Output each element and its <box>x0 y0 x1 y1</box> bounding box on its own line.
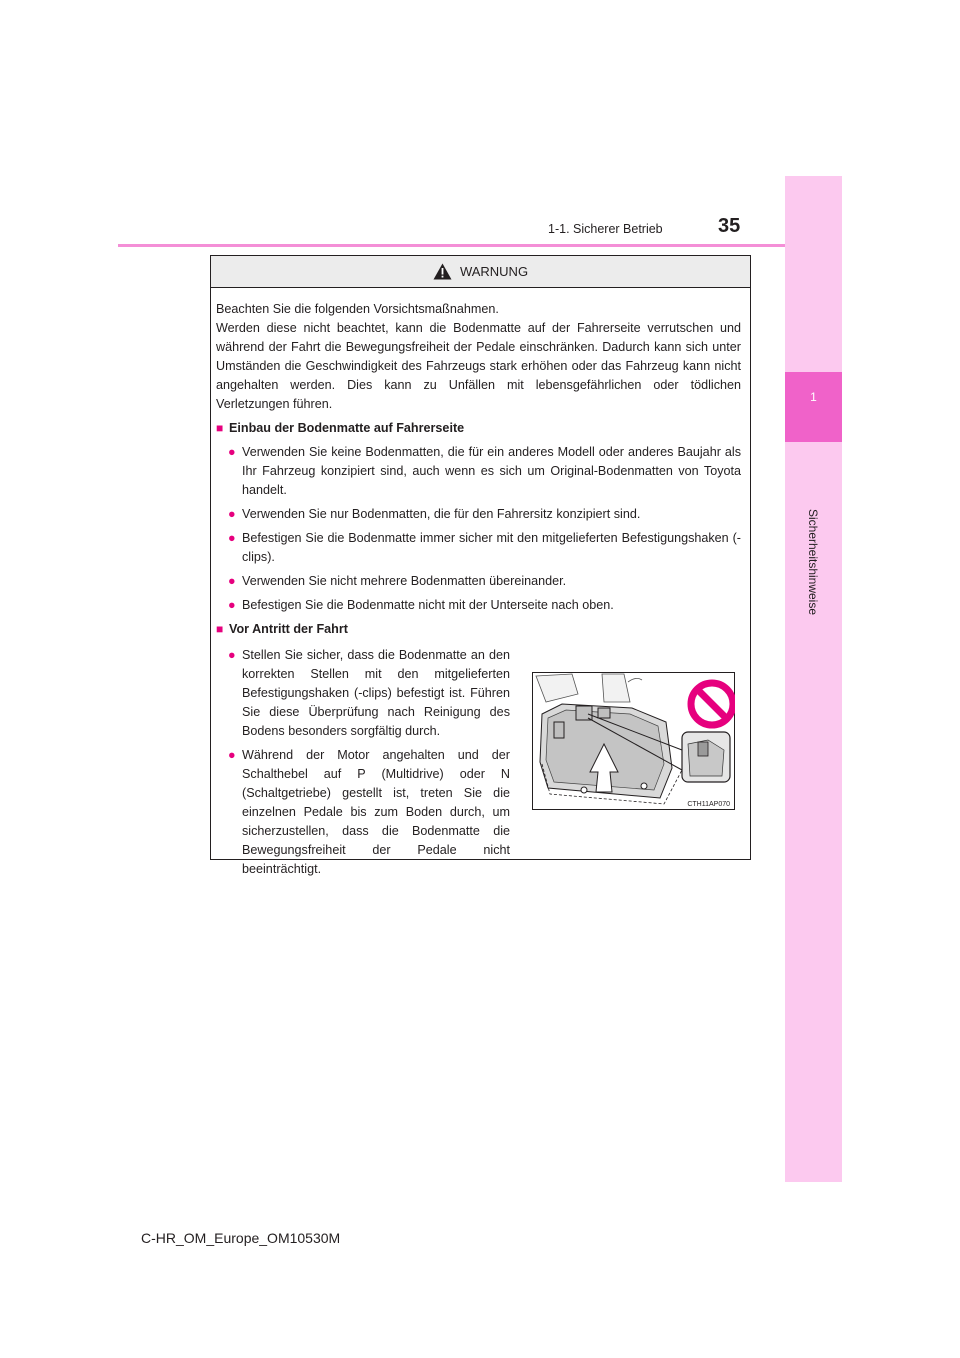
list-item-text: Verwenden Sie nicht mehrere Bodenmatten übereinander. <box>242 574 567 588</box>
page-number: 35 <box>718 215 741 237</box>
figure-code: CTH11AP070 <box>687 801 730 808</box>
list-item <box>216 443 741 500</box>
circle-bullet-icon: ● <box>228 507 236 521</box>
square-bullet-icon: ■ <box>216 622 224 636</box>
section-title: 1-1. Sicherer Betrieb <box>548 222 663 236</box>
chapter-number: 1 <box>810 390 817 404</box>
side-tab-chapter-marker <box>785 372 842 442</box>
square-bullet-icon: ■ <box>216 421 224 435</box>
section-heading <box>216 419 741 438</box>
list-item <box>216 596 741 615</box>
list-item <box>216 572 741 591</box>
circle-bullet-icon: ● <box>228 445 236 459</box>
list-item-text: Befestigen Sie die Bodenmatte nicht mit der Unterseite nach oben. <box>242 598 614 612</box>
footer-doc-id: C-HR_OM_Europe_OM10530M <box>141 1230 341 1246</box>
list-item <box>216 746 510 879</box>
circle-bullet-icon: ● <box>228 648 236 662</box>
warning-intro: Beachten Sie die folgenden Vorsichtsmaßnahmen. Werden diese nicht beachtet, kann die Bodenmatte auf der Fahrerseite verrutschen und während der Fahrt die Bewegungsfreiheit der Pedale einschränken. Dadurch kann sich unter Umständen die Geschwindigkeit des Fahrzeugs stark erhöhen oder das Fahrzeug kann nicht angehalten werden. Dies kann zu Unfällen mit lebensgefährlichen oder tödlichen Verletzungen führen. <box>216 302 741 411</box>
warning-title: WARNUNG <box>459 264 529 279</box>
section-two-list <box>216 641 510 879</box>
list-item-text: Befestigen Sie die Bodenmatte immer sicher mit den mitgelieferten Befestigungshaken (-clips). <box>242 531 741 564</box>
list-item-text: Verwenden Sie nur Bodenmatten, die für den Fahrersitz konzipiert sind. <box>242 507 641 521</box>
warning-header <box>211 256 750 288</box>
circle-bullet-icon: ● <box>228 598 236 612</box>
section-heading-text: Einbau der Bodenmatte auf Fahrerseite <box>229 421 465 435</box>
circle-bullet-icon: ● <box>228 748 236 762</box>
warning-triangle-icon <box>433 263 452 280</box>
warning-body <box>216 300 741 879</box>
list-item <box>216 646 510 741</box>
chapter-title-text: Sicherheitshinweise <box>806 508 821 616</box>
warning-box <box>210 255 751 876</box>
circle-bullet-icon: ● <box>228 574 236 588</box>
section-heading-text: Vor Antritt der Fahrt <box>229 622 348 636</box>
list-item-text: Verwenden Sie keine Bodenmatten, die für ein anderes Modell oder anderes Baujahr als Ihr Fahrzeug konzipiert sind, auch wenn es sich um Original-Bodenmatten von Toyota handelt. <box>242 445 741 497</box>
floor-mat-illustration <box>532 672 735 810</box>
list-item <box>216 529 741 567</box>
section-heading <box>216 620 741 639</box>
header-rule <box>118 244 785 247</box>
list-item <box>216 505 741 524</box>
list-item-text: Stellen Sie sicher, dass die Bodenmatte an den korrekten Stellen mit den mitgelieferten Befestigungshaken (-clips) befestigt ist. Führen Sie diese Überprüfung nach Reinigung des Bodens besonders sorgfältig durch. <box>242 648 510 738</box>
list-item-text: Während der Motor angehalten und der Schalthebel auf P (Multidrive) oder N (Schaltgetriebe) gestellt ist, treten Sie die einzelnen Pedale bis zum Boden durch, um sicherzustellen, dass die Bodenmatte die Bewegungsfreiheit der Pedale nicht beeinträchtigt. <box>242 748 510 876</box>
circle-bullet-icon: ● <box>228 531 236 545</box>
chapter-title <box>785 442 842 682</box>
